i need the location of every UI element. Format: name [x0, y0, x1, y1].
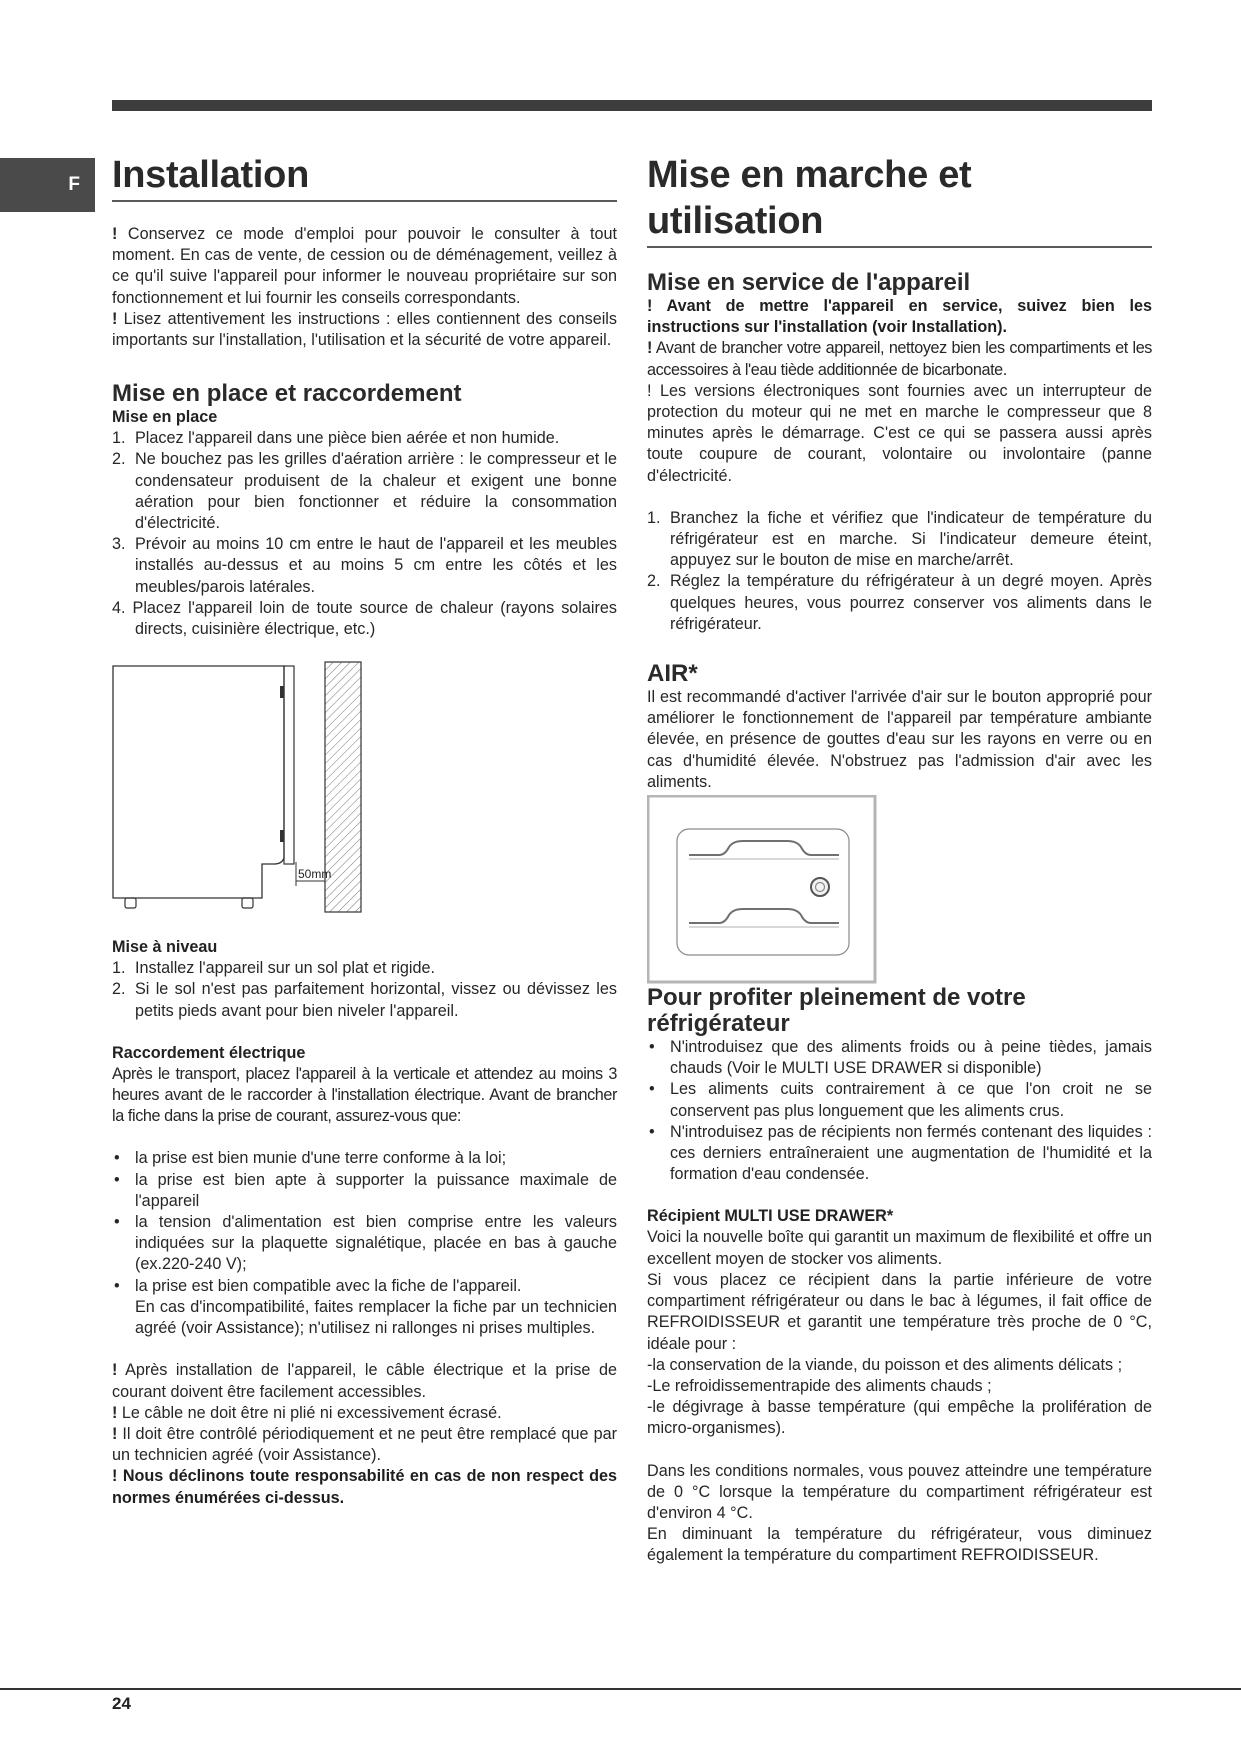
list-item: 2. Réglez la température du réfrigérateur à un degré moyen. Après quelques heures, vous pourrez conserver vos aliments dans le réfrigérateur. — [647, 572, 1152, 633]
drawer-use-3: -le dégivrage à basse température (qui empêche la prolifération de micro-organismes). — [647, 1398, 1152, 1438]
startup-section-title: Mise en service de l'appareil — [647, 269, 971, 296]
list-item: • la tension d'alimentation est bien comprise entre les valeurs indiquées sur la plaquette signalétique, placée en bas à gauche (ex.220-240 V); — [114, 1213, 617, 1274]
list-item: 1. Branchez la fiche et vérifiez que l'indicateur de température du réfrigérateur est en marche. Si l'indicateur demeure éteint, appuyez sur le bouton de mise en marche/arrêt. — [647, 508, 1152, 570]
intro-paragraph-2: ! Lisez attentivement les instructions : elles contiennent des conseils importants sur l'installation, l'utilisation et la sécurité de votre appareil. — [112, 309, 617, 350]
language-label: F — [68, 174, 80, 195]
page-number: 24 — [112, 1694, 131, 1713]
installation-diagram — [112, 654, 617, 917]
air-panel-image — [647, 795, 1152, 1023]
installation-column — [112, 152, 617, 1509]
levelling-subtitle: Mise à niveau — [112, 938, 218, 957]
clearance-label: 50mm — [298, 867, 332, 882]
door-hinge-bottom — [280, 830, 284, 842]
warning-1: ! Après installation de l'appareil, le câble électrique et la prise de courant doivent être facilement accessibles. — [112, 1361, 617, 1401]
list-item: 3. Prévoir au moins 10 cm entre le haut de l'appareil et les meubles installés au-dessus et au moins 5 cm entre les côtés et les meubles/parois latérales. — [112, 535, 617, 596]
drawer-paragraph-2: Si vous placez ce récipient dans la partie inférieure de votre compartiment réfrigérateur ou dans le bac à légumes, il fait office de REFROIDISSEUR et garantit une température très proche de 0 °C, idéale pour : — [647, 1270, 1152, 1353]
air-control-illustration — [647, 795, 1152, 1023]
fridge-body — [113, 666, 284, 898]
list-item: 1. Placez l'appareil dans une pièce bien aérée et non humide. — [112, 429, 560, 448]
air-section-title: AIR* — [647, 660, 698, 688]
drawer-use-2: -Le refroidissementrapide des aliments chauds ; — [647, 1376, 992, 1395]
list-item: • Les aliments cuits contrairement à ce que l'on croit ne se conservent pas plus longuement que les aliments crus. — [649, 1080, 1152, 1120]
startup-bold-note: ! Avant de mettre l'appareil en service, suivez bien les instructions sur l'installation (voir Installation). — [647, 297, 1152, 337]
drawer-use-1: -la conservation de la viande, du poisson et des aliments délicats ; — [647, 1355, 1123, 1374]
door-hinge-top — [280, 686, 284, 698]
intro-paragraph-1: ! Conservez ce mode d'emploi pour pouvoir le consulter à tout moment. En cas de vente, de cession ou de déménagement, veillez à ce qu'il suive l'appareil pour informer le nouveau propriétaire sur son fonctionnement et lui fournir les conseils correspondants. — [112, 225, 617, 307]
liability-warning: ! Nous déclinons toute responsabilité en cas de non respect des normes énumérées ci-dessus. — [112, 1467, 617, 1507]
placement-subtitle: Mise en place — [112, 408, 218, 427]
air-paragraph: Il est recommandé d'activer l'arrivée d'air sur le bouton approprié pour améliorer le fonctionnement de l'appareil par température ambiante élevée, en présence de gouttes d'eau sur les rayons en verre ou en cas d'humidité élevée. N'obstruez pas l'admission d'air avec les aliments. — [647, 688, 1152, 791]
language-tab — [0, 158, 95, 212]
startup-steps — [647, 508, 1152, 635]
list-item: • la prise est bien compatible avec la fiche de l'appareil. — [114, 1276, 522, 1295]
tips-list — [647, 1037, 1152, 1185]
footer-rule — [0, 1688, 1241, 1690]
list-item: 1. Installez l'appareil sur un sol plat et rigide. — [112, 959, 436, 978]
air-button-icon — [811, 878, 829, 896]
placement-section-title: Mise en place et raccordement — [112, 380, 462, 408]
levelling-list — [112, 958, 617, 1022]
electrical-intro: Après le transport, placez l'appareil à la verticale et attendez au moins 3 heures avant de le raccorder à l'installation électrique. Avant de brancher la fiche dans la prise de courant, assurez-vous que: — [112, 1064, 617, 1126]
list-item: • N'introduisez pas de récipients non fermés contenant des liquides : ces derniers entraîneraient une augmentation de l'humidité et la formation d'eau condensée. — [649, 1122, 1152, 1184]
list-item: • la prise est bien munie d'une terre conforme à la loi; — [114, 1149, 507, 1168]
foot-rear — [242, 898, 253, 908]
placement-list — [112, 428, 617, 640]
fridge-clearance-diagram — [112, 654, 617, 917]
assistance-link[interactable]: voir Assistance — [186, 1319, 295, 1338]
startup-note-2: ! Les versions électroniques sont fournies avec un interrupteur de protection du moteur qui ne met en marche le compresseur que 8 minutes après le démarrage. C'est ce qui se passera aussi après toute coupure de courant, volontaire ou involontaire (panne d'électricité. — [647, 381, 1152, 485]
drawer-paragraph-3: Dans les conditions normales, vous pouvez atteindre une température de 0 °C lorsque la température du compartiment réfrigérateur est d'environ 4 °C. — [647, 1461, 1152, 1522]
operation-column — [647, 152, 1152, 1567]
electrical-checklist — [112, 1148, 617, 1296]
list-item: 2. Si le sol n'est pas parfaitement horizontal, vissez ou dévissez les petits pieds avant pour bien niveler l'appareil. — [112, 980, 617, 1020]
electrical-subtitle: Raccordement électrique — [112, 1043, 306, 1062]
startup-note-1: ! Avant de brancher votre appareil, nettoyez bien les compartiments et les accessoires à l'eau tiède additionnée de bicarbonate. — [647, 339, 1152, 379]
installation-title: Installation — [112, 152, 617, 202]
drawer-subtitle: Récipient MULTI USE DRAWER* — [647, 1207, 894, 1226]
operation-title: Mise en marche et utilisation — [647, 152, 1152, 248]
list-item: • N'introduisez que des aliments froids ou à peine tièdes, jamais chauds (Voir le MULTI USE DRAWER si disponible) — [649, 1038, 1152, 1078]
fridge-door — [284, 666, 294, 864]
drawer-paragraph-4: En diminuant la température du réfrigérateur, vous diminuez également la température du compartiment REFROIDISSEUR. — [647, 1525, 1152, 1565]
list-item: 2. Ne bouchez pas les grilles d'aération arrière : le compresseur et le condensateur produisent de la chaleur et exigent une bonne aération pour bien fonctionner et réduire la consommation d'électricité. — [112, 450, 617, 533]
drawer-paragraph-1: Voici la nouvelle boîte qui garantit un maximum de flexibilité et offre un excellent moyen de stocker vos aliments. — [647, 1228, 1152, 1268]
tips-section-title: Pour profiter pleinement de votre réfrigérateur — [647, 984, 1026, 1038]
header-bar — [112, 100, 1152, 111]
list-item: 4. Placez l'appareil loin de toute source de chaleur (rayons solaires directs, cuisinière électrique, etc.) — [112, 598, 617, 639]
warning-2: ! Le câble ne doit être ni plié ni excessivement écrasé. — [112, 1403, 502, 1422]
foot-front — [125, 898, 136, 908]
incompatibility-note: En cas d'incompatibilité, faites remplacer la fiche par un technicien agréé (voir Assistance); n'utilisez ni rallonges ni prises multiples. — [135, 1297, 617, 1338]
warning-3: ! Il doit être contrôlé périodiquement et ne peut être remplacé que par un technicien agréé (voir Assistance). — [112, 1424, 617, 1465]
list-item: • la prise est bien apte à supporter la puissance maximale de l'appareil — [114, 1170, 617, 1210]
